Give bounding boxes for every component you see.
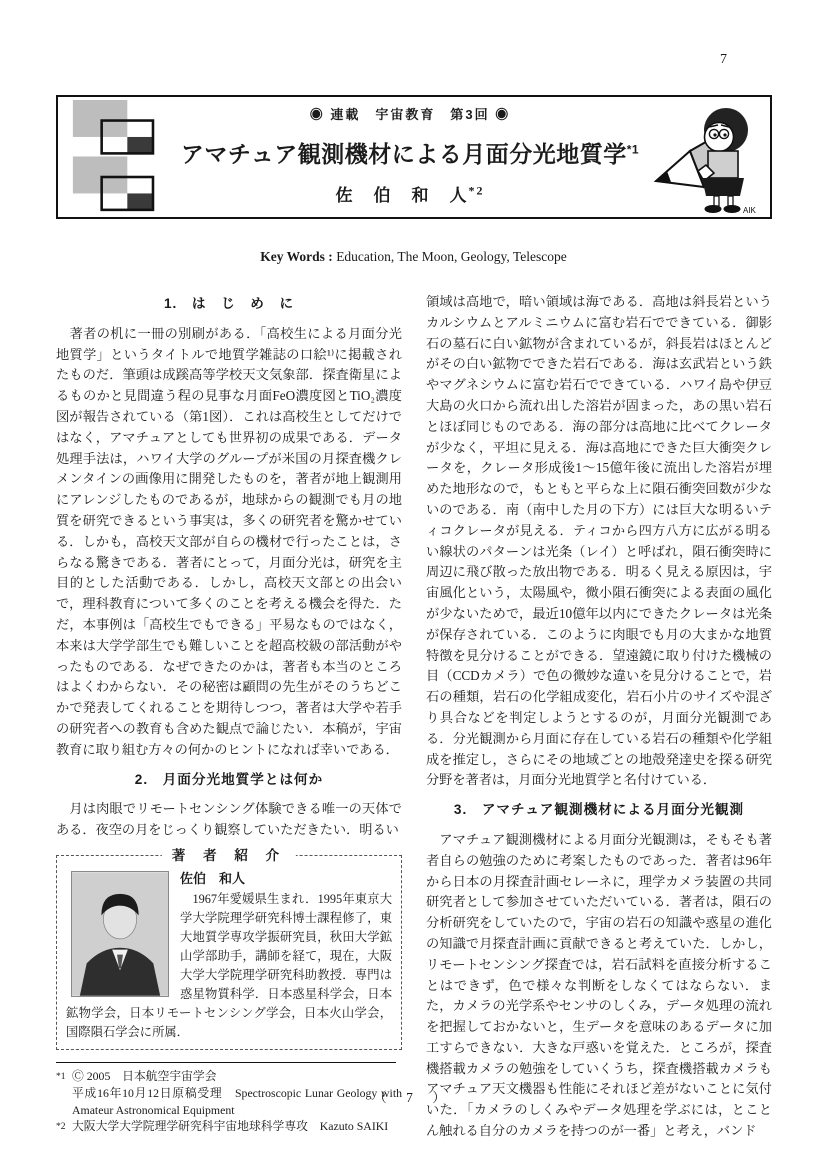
- header-box: [56, 95, 772, 219]
- checker-pattern-icon: [58, 97, 176, 217]
- header-title-block: [176, 97, 644, 217]
- section-2-paragraph-right: 領域は高地で，暗い領域は海である．高地は斜長岩というカルシウムとアルミニウムに富む岩石でできている．御影石の墓石に白い鉱物が含まれているが，斜長岩はほとんどがその白い鉱物でできた岩石である．海は玄武岩という鉄やマグネシウムに富む岩石でできている．ハワイ島や伊豆大島の火口から流れ出した溶岩が固まった，あの黒い岩石とほぼ同じものである．海の部分は高地に比べてクレータが少なく，平坦に見える．海は高地にできた巨大衝突クレータを，クレータ形成後1～15億年後に流出した溶岩が埋めた地形なので，もともと平らな上に隕石衝突回数が少ないのである．南（南中した月の下方）には巨大な明るいティコクレータが見える．ティコから四方八方に広がる明るい線状のパターンは光条（レイ）と呼ばれ，隕石衝突時に周辺に飛び散った放出物である．明るく見える原因は，宇宙風化という，太陽風や，微小隕石衝突による表面の風化が少ないためで，最近10億年以内にできたクレータは光条が保存されている．このように肉眼でも月の大まかな地質特徴を見分けることができる．望遠鏡に取り付けた機械の目（CCDカメラ）で色の微妙な違いを見分けることで，岩石の種類，岩石の化学組成変化，岩石小片のサイズや混ざり具合などを判定しようとするのが，月面分光観測である．分光観測から月面に存在している岩石の種類や化学組成を推定し，さらにその地域ごとの地殻発達史を探る研究分野を著者は，月面分光地質学と名付けている．: [426, 294, 772, 788]
- author-bio: 1967年愛媛県生まれ．1995年東京大学大学院理学研究科博士課程修了，東大地質学専攻学振研究員，秋田大学鉱山学部助手，講師を経て，現在，大阪大学大学院理学研究科助教授．専門は惑星物質科学．日本惑星科学会，日本鉱物学会，日本リモートセンシング学会，日本火山学会，国際隕石学会に所属．: [66, 891, 392, 1039]
- section-2-paragraph-left: 月は肉眼でリモートセンシング体験できる唯一の天体である．夜空の月をじっくり観察していただきたい．明るい: [56, 801, 402, 838]
- footnote-1-line2: 平成16年10月12日原稿受理 Spectroscopic Lunar Geology with Amateur Astronomical Equipment: [72, 1085, 402, 1117]
- author-name-text: 佐 伯 和 人: [335, 186, 469, 205]
- mascot-signature: AIK: [743, 206, 756, 215]
- keywords-label: Key Words :: [260, 249, 333, 264]
- article-title: [176, 136, 644, 169]
- author-name-header: [176, 181, 644, 206]
- right-column: [426, 292, 772, 1142]
- footnote-2: [56, 1118, 402, 1136]
- author-footnote-ref: *2: [468, 183, 485, 198]
- footnote-2-marker: *2: [56, 1122, 66, 1133]
- footnote-rule: [56, 1062, 396, 1063]
- page-number-top: 7: [720, 52, 727, 67]
- author-photo: [71, 871, 169, 997]
- article-body: [56, 292, 772, 1142]
- keywords-line: [0, 249, 827, 265]
- article-title-text: アマチュア観測機材による月面分光地質学: [180, 141, 627, 167]
- section-2-heading: 2. 月面分光地質学とは何か: [134, 771, 324, 787]
- footnote-1-marker: *1: [56, 1071, 66, 1082]
- series-line: ◉ 連載 宇宙教育 第3回 ◉: [309, 107, 511, 122]
- section-1-heading: 1. は じ め に: [163, 296, 295, 311]
- keywords-text: Education, The Moon, Geology, Telescope: [332, 249, 567, 264]
- author-intro-box: [56, 847, 402, 1050]
- page-number-bottom: （ 7 ）: [373, 1090, 454, 1105]
- footnote-1-line1: Ⓒ 2005 日本航空宇宙学会: [72, 1068, 217, 1083]
- section-1-paragraph: 著者の机に一冊の別刷がある．「高校生による月面分光地質学」というタイトルで地質学雑誌の口絵¹⁾に掲載されたものだ．筆頭は成蹊高等学校天文気象部．探査衛星によるものかと見間違う程の見事な月面FeO濃度図とTiO₂濃度図が報告されている（第1図）．これは高校生としてだけではなく，アマチュアとしても世界初の成果である．データ処理手法は，ハワイ大学のグループが米国の月探査機クレメンタインの画像用に開発したものを，著者が地上観測用にアレンジしたものであるが，地球からの観測でも月の地質を研究できるという事実は，多くの研究者を驚かせている．しかも，高校天文部が自らの機材で行ったことは，さらなる驚きである．著者にとって，月面分光は，研究を主目的とした活動である．しかし，高校天文部との出会いで，理科教育について多くのことを考える機会を得た．ただ，本事例は「高校生でもできる」平易なものではなく，本来は大学学部生でも難しいことを超高校級の部活動がやったものである．なぜできたのかは，著者も本当のところはよくわからない．その秘密は顧問の先生がそのうちどこかで発表してくれることを期待しつつ，著者は大学や若手の研究者への教育も含めた観点で論じたい．本稿が，宇宙教育に取り組む方々の何かのヒントになれば幸いである．: [56, 325, 402, 757]
- left-column: [56, 292, 402, 1142]
- title-footnote-ref: *1: [626, 142, 640, 157]
- section-3-heading: 3. アマチュア観測機材による月面分光観測: [453, 802, 745, 818]
- author-box-title: 著 者 紹 介: [162, 846, 296, 865]
- mascot-girl-pencil-icon: [644, 97, 770, 217]
- footnote-2-content: 大阪大学大学院理学研究科宇宙地球科学専攻 Kazuto SAIKI: [72, 1119, 389, 1134]
- section-3-paragraph: アマチュア観測機材による月面分光観測は，そもそも著者自らの勉強のために考案したものであった．著者は96年から日本の月探査計画セレーネに，理学カメラ装置の共同研究者として参加させていただいている．著者は，隕石の分析研究をしていたので，宇宙の岩石の知識や惑星の進化の知識で月探査計画に貢献できると考えていた．しかし，リモートセンシング探査では，岩石試料を直接分析することはできず，色で様々な判断をしなくてはならない．また，カメラの光学系やセンサのしくみ，データ処理の流れを把握しておかないと，生データを意味のあるデータに加工すらできない．大きな戸惑いを覚えた．ところが，探査機搭載カメラの勉強をしていくうち，探査機搭載カメラもアマチュア天文機器も性能にそれほど差がないことに気付いた．「カメラのしくみやデータ処理を学ぶには，とことん触れる自分のカメラを持つのが一番」と考え，バンド: [426, 831, 772, 1139]
- author-name: 佐伯 和人: [180, 870, 246, 886]
